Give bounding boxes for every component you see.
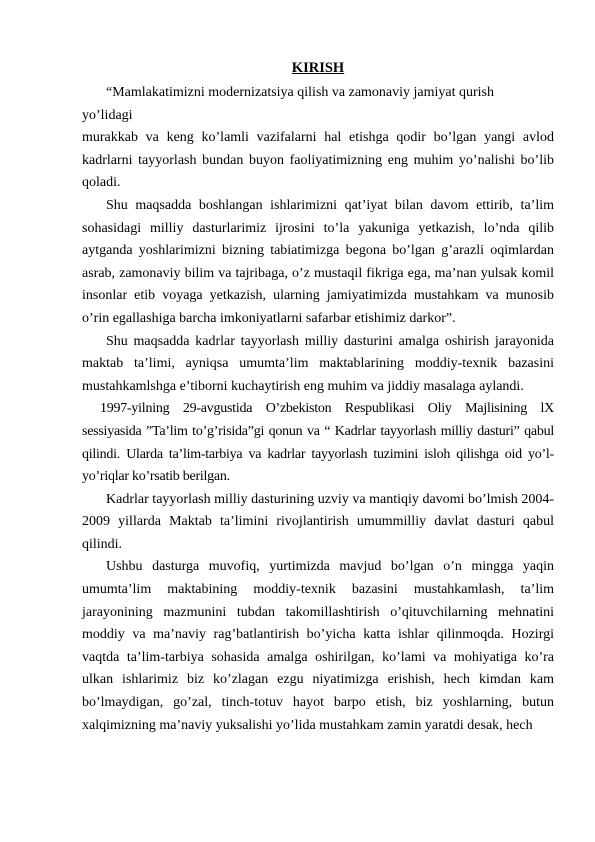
paragraph: murakkab va keng ko’lamli vazifalarni hal etishga qodir bo’lgan yangi avlod kadrlarni tayyorlash bundan buyon faoliyatimizning eng muhim yo’nalishi bo’lib qoladi. — [82, 130, 554, 191]
paragraph: Kadrlar tayyorlash milliy dasturining uzviy va mantiqiy davomi bo’lmish 2004-2009 yillarda Maktab ta’limini rivojlantirish umummilliy davlat dasturi qabul qilindi. — [82, 491, 554, 552]
page-title: KIRISH — [291, 60, 345, 76]
paragraph: Ushbu dasturga muvofiq, yurtimizda mavjud bo’lgan o’n mingga yaqin umumta’lim maktabining moddiy-texnik bazasini mustahkamlash, ta’lim jarayonining mazmunini tubdan takomillashtirish o’qituvchilarning mehnatini moddiy va ma’naviy rag’batlantirish bo’yicha katta ishlar qilinmoqda. Hozirgi vaqtda ta’lim-tarbiya sohasida amalga oshirilgan, ko’lami va mohiyatiga ko’ra ulkan ishlarimiz biz ko’zlagan ezgu niyatimizga erishish, hech kimdan kam bo’lmaydigan, go’zal, tinch-totuv hayot barpo etish, biz yoshlarning, butun xalqimizning ma’naviy yuksalishi yo’lida mustahkam zamin yaratdi desak, hech — [82, 559, 554, 733]
paragraph: Shu maqsadda kadrlar tayyorlash milliy dasturini amalga oshirish jarayonida maktab ta’limi, ayniqsa umumta’lim maktablarining moddiy-texnik bazasini mustahkamlshga e’tiborni kuchaytirish eng muhim va jiddiy masalaga aylandi. — [82, 333, 554, 394]
paragraph-line: yo’lidagi — [82, 107, 133, 123]
paragraph: Shu maqsadda boshlangan ishlarimizni qat’iyat bilan davom ettirib, ta’lim sohasidagi milliy dasturlarimiz ijrosini to’la yakuniga yetkazish, lo’nda qilib aytganda yoshlarimizni bizning tabiatimizga begona bo’lgan g’arazli oqimlardan asrab, zamonaviy bilim va tajribaga, o’z mustaqil fikriga ega, ma’nan yulsak komil insonlar etib voyaga yetkazish, ularning jamiyatimizda mustahkam va munosib o’rin egallashiga barcha imkoniyatlarni safarbar etishimiz darkor”. — [82, 197, 554, 326]
paragraph: 1997-yilning 29-avgustida O’zbekiston Respublikasi Oliy Majlisining lX sessiyasida ”Ta’lim to’g’risida”gi qonun va “ Kadrlar tayyorlash milliy dasturi” qabul qilindi. Ularda ta’lim-tarbiya va kadrlar tayyorlash tuzimini isloh qilishga oid yo’l-yo’riqlar ko’rsatib berilgan. — [82, 401, 554, 485]
paragraph-quote-opening: “Mamlakatimizni modernizatsiya qilish va zamonaviy jamiyat qurish — [106, 85, 495, 100]
